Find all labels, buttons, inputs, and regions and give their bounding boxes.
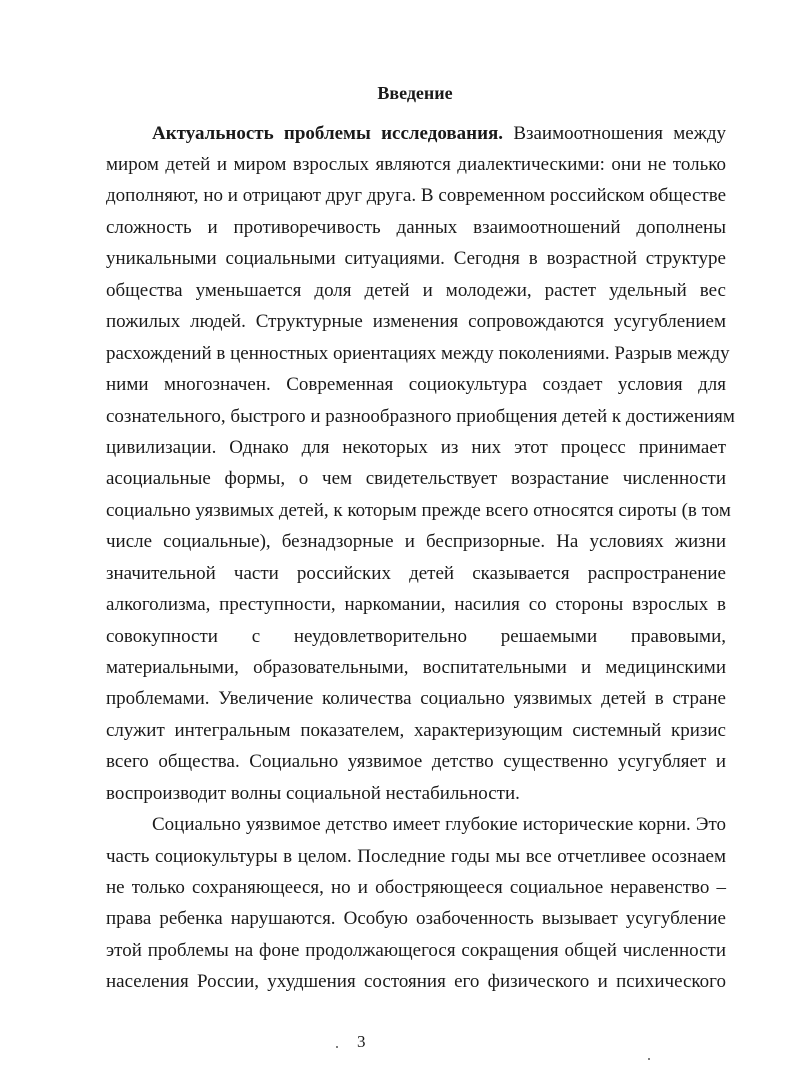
text-line: материальными, образовательными, воспитательными и медицинскими [106, 657, 726, 678]
text-line: сложность и противоречивость данных взаимоотношений дополнены [106, 217, 726, 238]
text-line: проблемами. Увеличение количества социально уязвимых детей в стране [106, 688, 726, 709]
text-line-rest: Взаимоотношения между [503, 123, 726, 144]
text-line: населения России, ухудшения состояния его физического и психического [106, 971, 726, 992]
text-line: общества уменьшается доля детей и молодежи, растет удельный вес [106, 280, 726, 301]
text-line: расхождений в ценностных ориентациях между поколениями. Разрыв между [106, 343, 730, 364]
text-line: значительной части российских детей сказывается распространение [106, 563, 726, 584]
text-line: социально уязвимых детей, к которым прежде всего относятся сироты (в том [106, 500, 731, 521]
page-number: 3 [357, 1032, 366, 1051]
text-line: миром детей и миром взрослых являются диалектическими: они не только [106, 154, 726, 175]
text-line: часть социокультуры в целом. Последние годы мы все отчетливее осознаем [106, 846, 726, 867]
text-line: этой проблемы на фоне продолжающегося сокращения общей численности [106, 940, 726, 961]
text-line: алкоголизма, преступности, наркомании, насилия со стороны взрослых в [106, 594, 726, 615]
text-line: воспроизводит волны социальной нестабильности. [106, 783, 520, 804]
text-line: ними многозначен. Современная социокультура создает условия для [106, 374, 726, 395]
text-line: цивилизации. Однако для некоторых из них этот процесс принимает [106, 437, 726, 458]
text-line [152, 118, 726, 149]
text-line: сознательного, быстрого и разнообразного приобщения детей к достижениям [106, 406, 735, 427]
paragraph-lead: Актуальность проблемы исследования. [152, 123, 504, 144]
text-line: Социально уязвимое детство имеет глубокие исторические корни. Это [152, 814, 726, 835]
text-line: не только сохраняющееся, но и обостряющееся социальное неравенство – [106, 877, 726, 898]
scan-speck [336, 1046, 338, 1048]
scan-speck [648, 1058, 650, 1060]
text-line: всего общества. Социально уязвимое детство существенно усугубляет и [106, 751, 726, 772]
text-line: пожилых людей. Структурные изменения сопровождаются усугублением [106, 311, 726, 332]
text-line: служит интегральным показателем, характеризующим системный кризис [106, 720, 726, 741]
text-line: совокупности с неудовлетворительно решаемыми правовыми, [106, 626, 726, 647]
page-title: Введение [377, 83, 453, 103]
text-line: дополняют, но и отрицают друг друга. В современном российском обществе [106, 185, 726, 206]
text-line: права ребенка нарушаются. Особую озабоченность вызывает усугубление [106, 908, 726, 929]
text-line: уникальными социальными ситуациями. Сегодня в возрастной структуре [106, 248, 726, 269]
text-line: асоциальные формы, о чем свидетельствует возрастание численности [106, 468, 726, 489]
text-line: числе социальные), безнадзорные и беспризорные. На условиях жизни [106, 531, 726, 552]
